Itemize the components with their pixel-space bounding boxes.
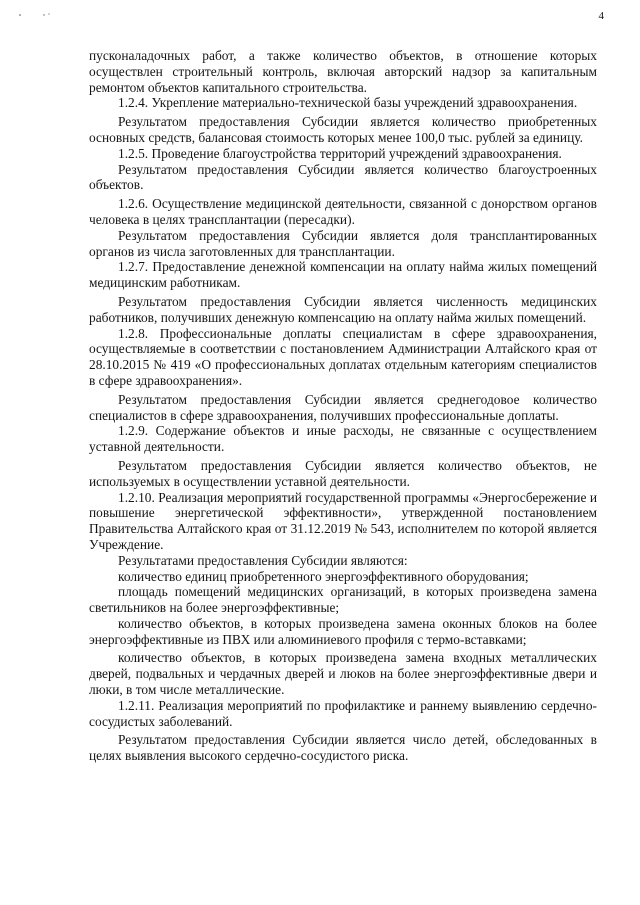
paragraph-continuation: пусконаладочных работ, а также количество объектов, в отношение которых осуществлен строительный контроль, включая авторский надзор за капитальным ремонтом объектов капитального строительства. [89,48,597,95]
paragraph-result-item: количество единиц приобретенного энергоэффективного оборудования; [118,568,529,584]
paragraph-result: Результатом предоставления Субсидии является количество благоустроенных объектов. [89,161,597,193]
page-number: 4 [598,10,604,22]
paragraph-result: Результатом предоставления Субсидии является численность медицинских работников, получивших денежную компенсацию на оплату найма жилых помещений. [89,293,597,325]
paragraph-section-1-2-4: 1.2.4. Укрепление материально-технической базы учреждений здравоохранения. [118,95,578,111]
paragraph-result-item: количество объектов, в которых произведена замена оконных блоков на более энергоэффективные из ПВХ или алюминиевого профиля с термо-вставками; [89,615,597,647]
paragraph-section-1-2-8: 1.2.8. Профессиональные доплаты специалистам в сфере здравоохранения, осуществляемые в соответствии с постановлением Администрации Алтайского края от 28.10.2015 № 419 «О профессиональных доплатах отдельным категориям специалистов в сфере здравоохранения». [89,325,597,388]
paragraph-result: Результатом предоставления Субсидии является среднегодовое количество специалистов в сфере здравоохранения, получивших профессиональные доплаты. [89,391,597,423]
document-body [89,48,597,764]
paragraph-section-1-2-9: 1.2.9. Содержание объектов и иные расходы, не связанные с осуществлением уставной деятельности. [89,423,597,455]
paragraph-section-1-2-10: 1.2.10. Реализация мероприятий государственной программы «Энергосбережение и повышение энергетической эффективности», утвержденной постановлением Правительства Алтайского края от 31.12.2019 № 543, исполнителем по которой является Учреждение. [89,489,597,552]
paragraph-result: Результатом предоставления Субсидии является количество приобретенных основных средств, балансовая стоимость которых менее 100,0 тыс. рублей за единицу. [89,114,597,145]
paragraph-result: Результатом предоставления Субсидии является число детей, обследованных в целях выявления высокого сердечно-сосудистого риска. [89,732,597,764]
scan-artifact-mark [18,12,58,18]
paragraph-section-1-2-5: 1.2.5. Проведение благоустройства территорий учреждений здравоохранения. [118,145,562,161]
paragraph-result: Результатом предоставления Субсидии является доля трансплантированных органов из числа заготовленных для трансплантации. [89,227,597,259]
paragraph-section-1-2-11: 1.2.11. Реализация мероприятий по профилактике и раннему выявлению сердечно-сосудистых заболеваний. [89,697,597,729]
paragraph-section-1-2-6: 1.2.6. Осуществление медицинской деятельности, связанной с донорством органов человека в целях трансплантации (пересадки). [89,196,597,227]
paragraph-result-item: площадь помещений медицинских организаций, в которых произведена замена светильников на более энергоэффективные; [89,584,597,616]
paragraph-result-item: количество объектов, в которых произведена замена входных металлических дверей, подвальных и чердачных дверей и люков на более энергоэффективные двери и люки, в том числе металлические. [89,650,597,698]
paragraph-section-1-2-7: 1.2.7. Предоставление денежной компенсации на оплату найма жилых помещений медицинским работникам. [89,259,597,291]
paragraph-results-intro: Результатами предоставления Субсидии являются: [118,552,408,568]
paragraph-result: Результатом предоставления Субсидии является количество объектов, не используемых в осуществлении уставной деятельности. [89,457,597,489]
